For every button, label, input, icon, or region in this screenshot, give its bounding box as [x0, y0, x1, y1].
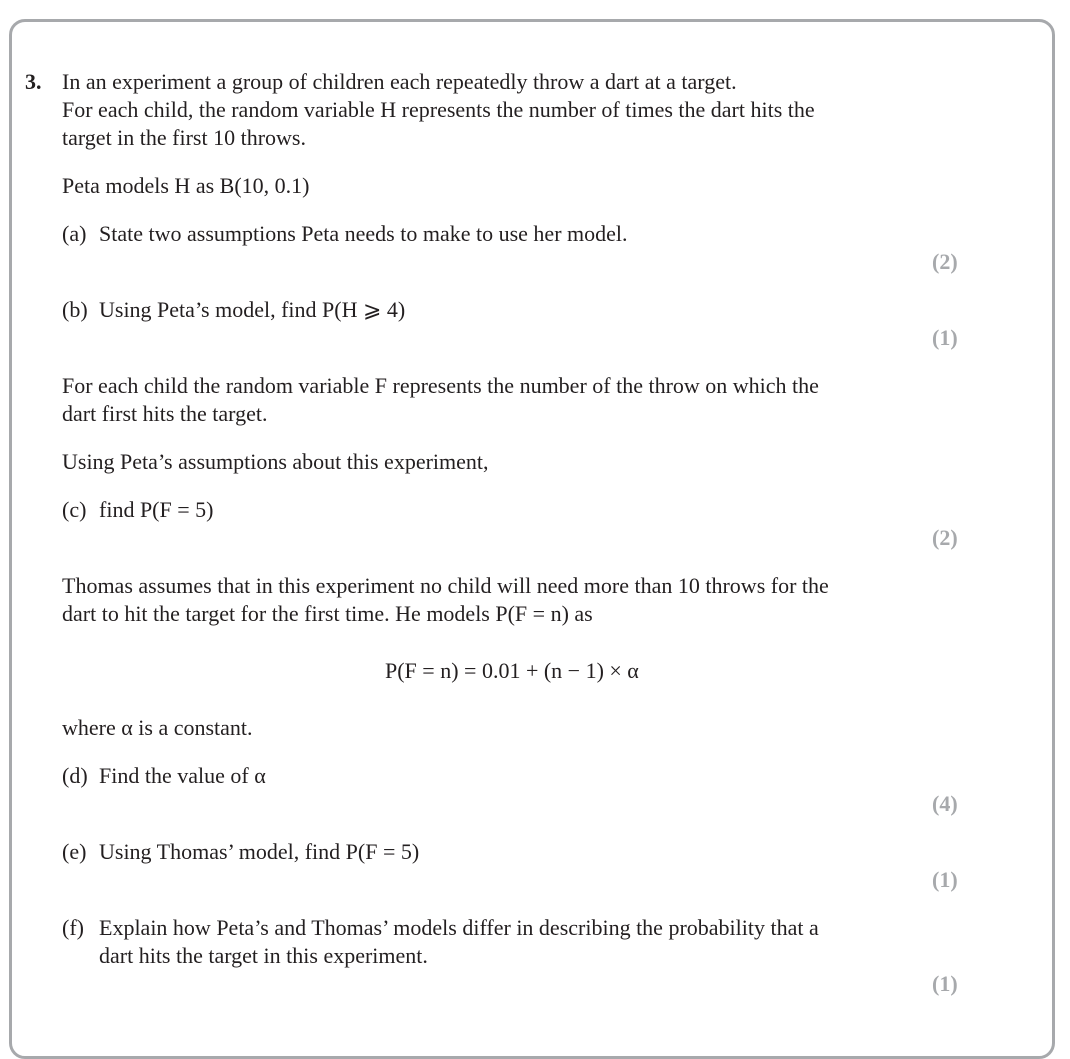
part-d-label: (d) — [62, 763, 88, 788]
thomas-line-2: dart to hit the target for the first time. He models P(F = n) as — [62, 601, 593, 626]
part-e-marks: (1) — [932, 867, 958, 892]
intro-line-3: target in the first 10 throws. — [62, 125, 306, 150]
constant-line: where α is a constant. — [62, 715, 253, 740]
part-a-marks: (2) — [932, 249, 958, 274]
part-c — [62, 496, 213, 524]
peta-assumptions-line: Using Peta’s assumptions about this experiment, — [62, 449, 489, 474]
peta-model-line: Peta models H as B(10, 0.1) — [62, 173, 310, 198]
intro-line-1: In an experiment a group of children each repeatedly throw a dart at a target. — [62, 69, 737, 94]
part-e-label: (e) — [62, 839, 87, 864]
thomas-line-1: Thomas assumes that in this experiment no child will need more than 10 throws for the — [62, 573, 829, 598]
part-e-text: Using Thomas’ model, find P(F = 5) — [99, 839, 420, 864]
part-a — [62, 220, 628, 248]
part-b-marks: (1) — [932, 325, 958, 350]
part-e — [62, 838, 419, 866]
part-d-text: Find the value of α — [99, 763, 266, 788]
question-number: 3. — [25, 69, 42, 94]
part-b-label: (b) — [62, 297, 88, 322]
part-d-marks: (4) — [932, 791, 958, 816]
part-a-text: State two assumptions Peta needs to make to use her model. — [99, 221, 628, 246]
intro-line-2: For each child, the random variable H represents the number of times the dart hits the — [62, 97, 815, 122]
f-definition-line-1: For each child the random variable F represents the number of the throw on which the — [62, 373, 819, 398]
f-definition-line-2: dart first hits the target. — [62, 401, 268, 426]
thomas-formula: P(F = n) = 0.01 + (n − 1) × α — [385, 658, 639, 683]
part-b-text: Using Peta’s model, find P(H ⩾ 4) — [99, 297, 406, 322]
part-f-marks: (1) — [932, 971, 958, 996]
part-c-marks: (2) — [932, 525, 958, 550]
part-b — [62, 296, 405, 324]
part-f-text-2: dart hits the target in this experiment. — [99, 943, 428, 968]
part-f — [62, 914, 819, 942]
part-c-text: find P(F = 5) — [99, 497, 214, 522]
part-d — [62, 762, 266, 790]
part-f-text-1: Explain how Peta’s and Thomas’ models differ in describing the probability that a — [99, 915, 819, 940]
part-f-label: (f) — [62, 915, 84, 940]
part-a-label: (a) — [62, 221, 87, 246]
part-c-label: (c) — [62, 497, 87, 522]
